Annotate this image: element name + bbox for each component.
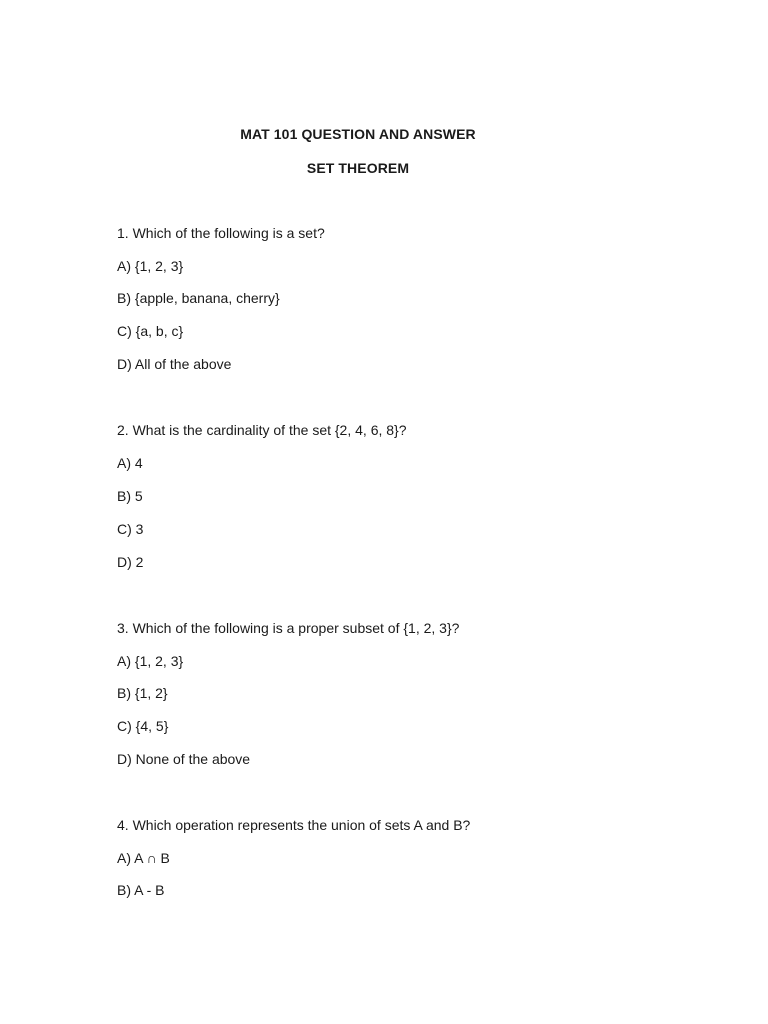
question-1-option-c: C) {a, b, c} bbox=[117, 323, 184, 339]
question-1-option-b: B) {apple, banana, cherry} bbox=[117, 290, 280, 306]
document-title: MAT 101 QUESTION AND ANSWER bbox=[240, 126, 476, 142]
question-3-text: 3. Which of the following is a proper subset of {1, 2, 3}? bbox=[117, 620, 460, 636]
question-1-text: 1. Which of the following is a set? bbox=[117, 225, 325, 241]
question-2-option-c: C) 3 bbox=[117, 521, 144, 537]
question-2-option-d: D) 2 bbox=[117, 554, 144, 570]
question-3-option-a: A) {1, 2, 3} bbox=[117, 653, 184, 669]
question-2-option-a: A) 4 bbox=[117, 455, 143, 471]
question-3-option-b: B) {1, 2} bbox=[117, 685, 168, 701]
question-1-option-d: D) All of the above bbox=[117, 356, 232, 372]
question-3-option-d: D) None of the above bbox=[117, 751, 251, 767]
question-2-text: 2. What is the cardinality of the set {2, 4, 6, 8}? bbox=[117, 422, 407, 438]
question-4-option-b: B) A - B bbox=[117, 882, 165, 898]
question-4-text: 4. Which operation represents the union of sets A and B? bbox=[117, 817, 471, 833]
question-1-option-a: A) {1, 2, 3} bbox=[117, 258, 184, 274]
question-3-option-c: C) {4, 5} bbox=[117, 718, 169, 734]
document-subtitle: SET THEOREM bbox=[306, 160, 410, 176]
question-2-option-b: B) 5 bbox=[117, 488, 143, 504]
question-4-option-a: A) A ∩ B bbox=[117, 850, 170, 866]
